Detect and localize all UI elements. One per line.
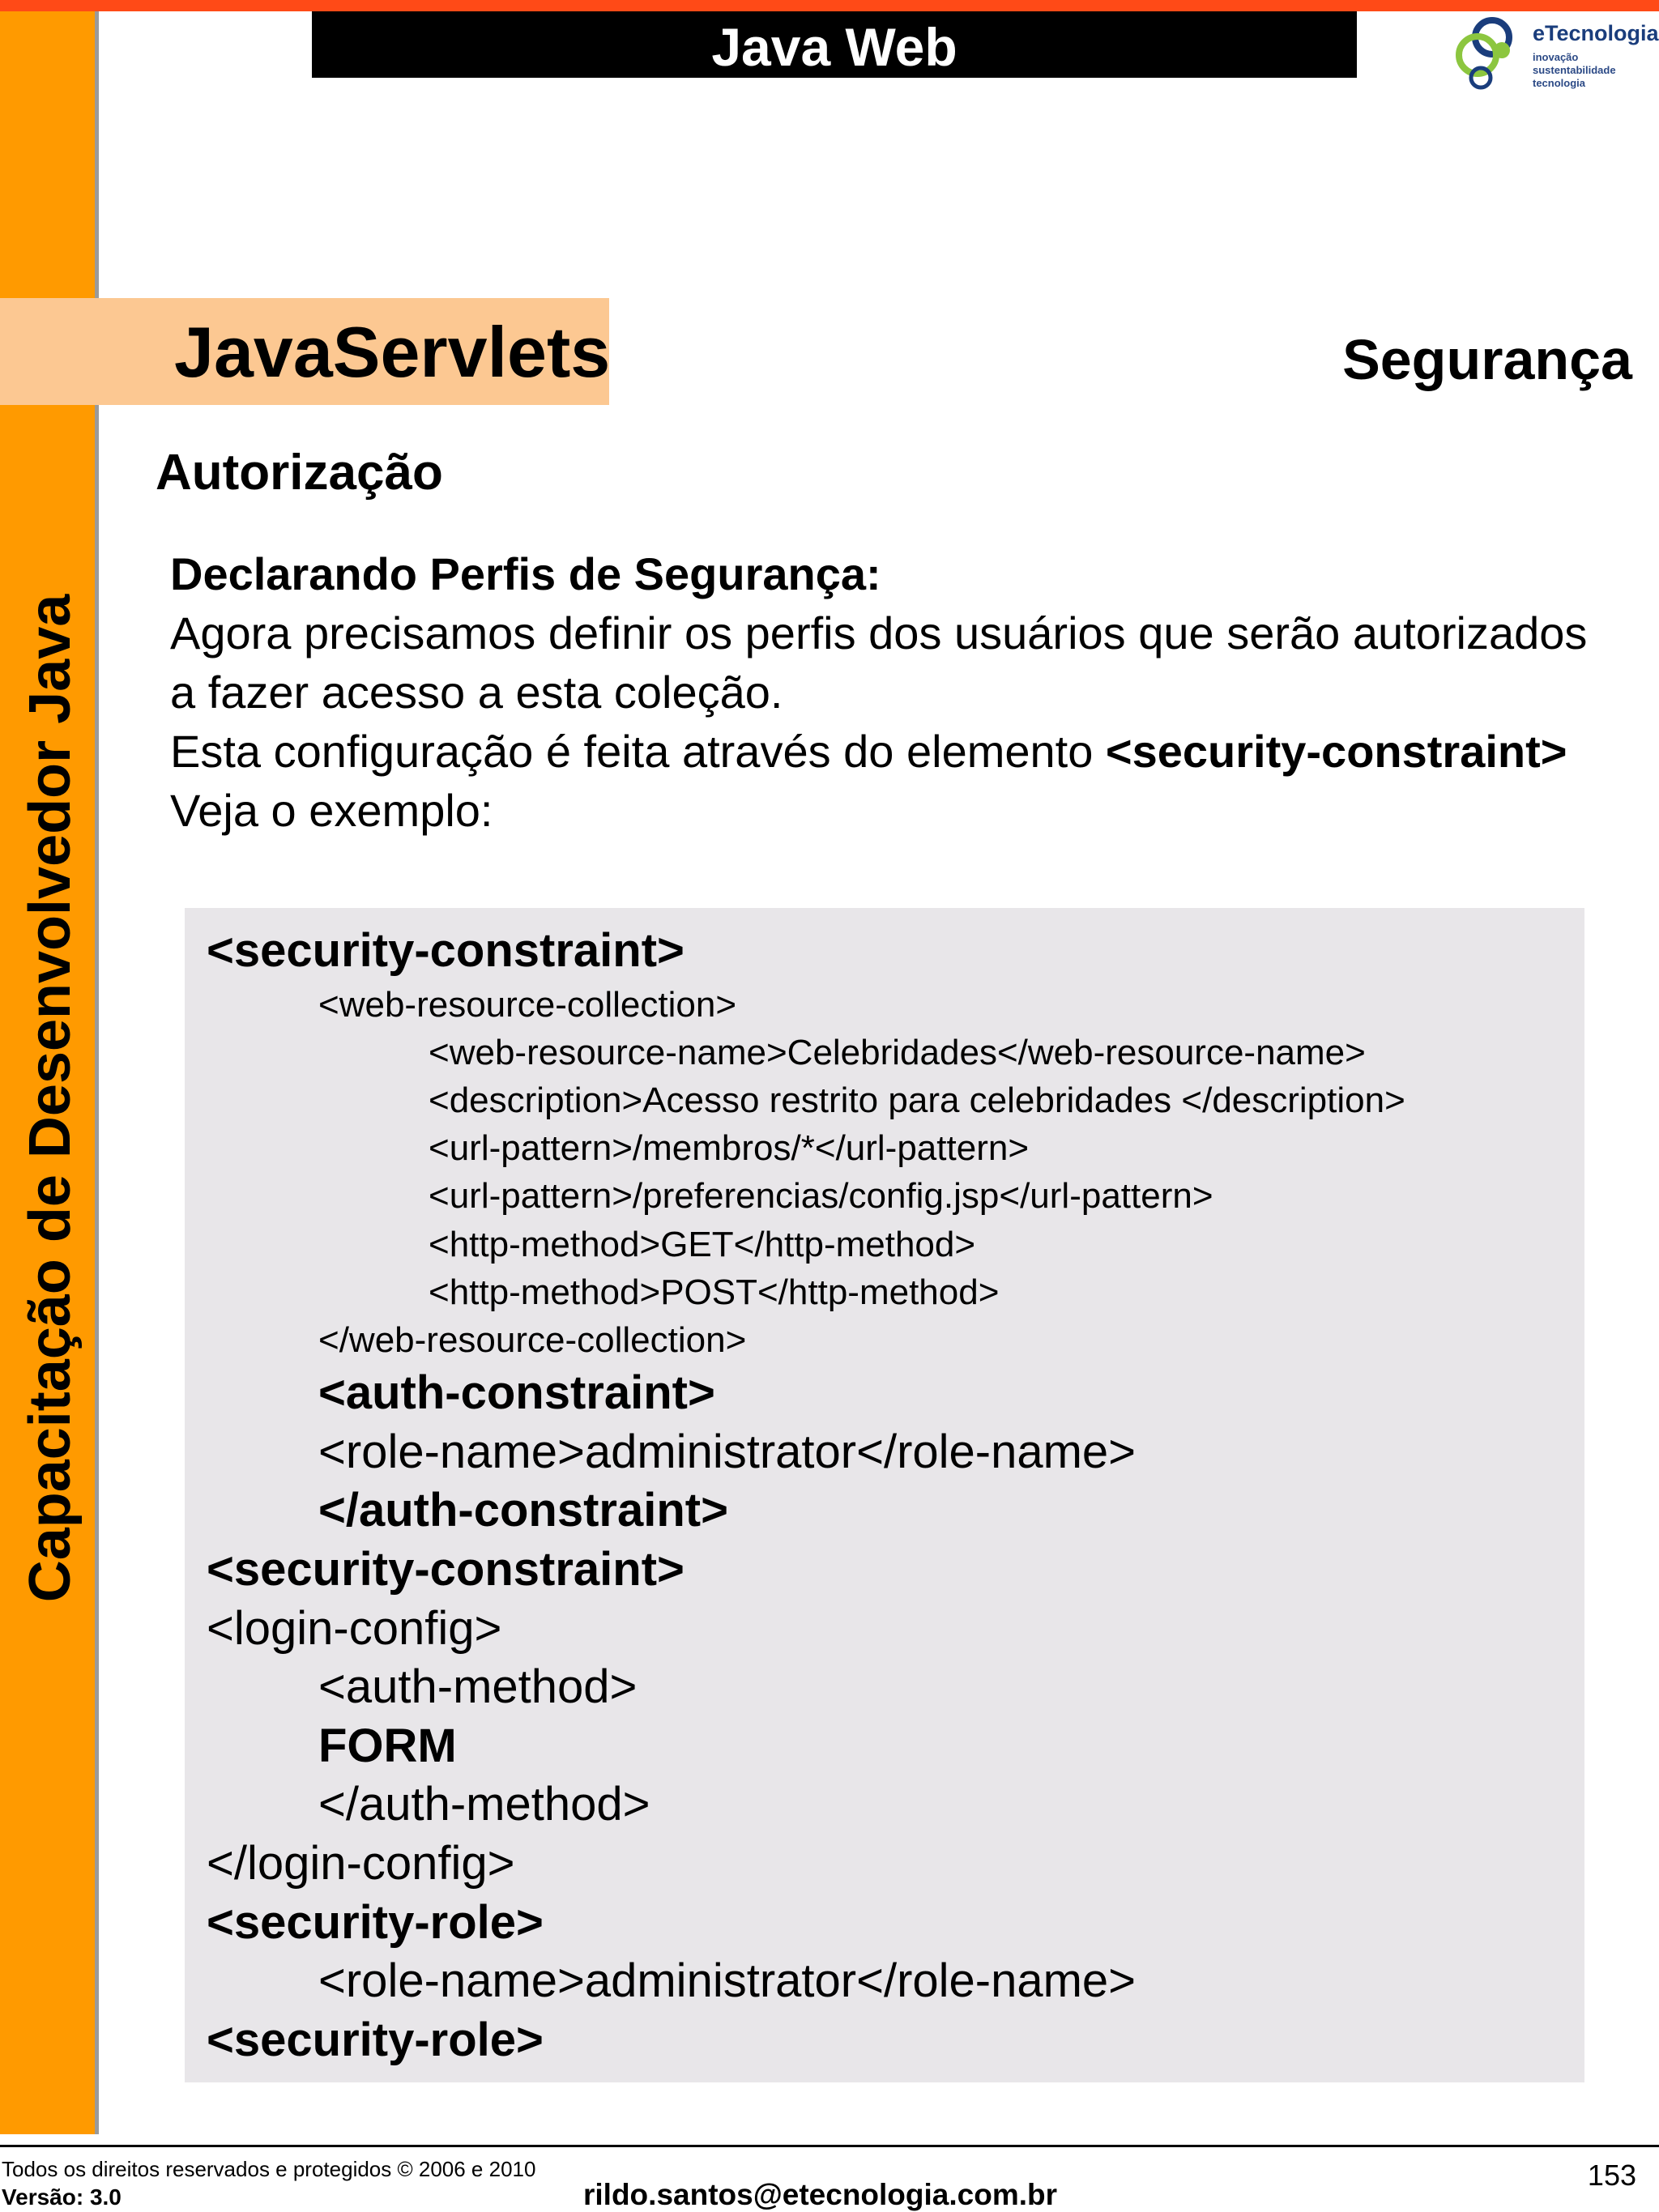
code-line: <auth-constraint> bbox=[318, 1366, 715, 1420]
body-paragraph-2-tag: <security-constraint> bbox=[1105, 726, 1567, 777]
code-line: <url-pattern>/preferencias/config.jsp</url-pattern> bbox=[429, 1176, 1213, 1217]
code-line: <url-pattern>/membros/*</url-pattern> bbox=[429, 1128, 1030, 1169]
body-paragraph-1: Agora precisamos definir os perfis dos usuários que serão autorizados a fazer acesso a esta coleção. bbox=[170, 607, 1588, 718]
topic-title: Segurança bbox=[1342, 328, 1632, 391]
top-accent-bar bbox=[0, 0, 1659, 11]
code-line: <security-constraint> bbox=[207, 1543, 684, 1596]
logo-tagline-3: tecnologia bbox=[1533, 77, 1586, 89]
code-line: </login-config> bbox=[207, 1836, 515, 1890]
header-title: Java Web bbox=[312, 11, 1357, 78]
section-title: JavaServlets bbox=[174, 312, 611, 392]
body-paragraph-2-text: Esta configuração é feita através do elemento bbox=[170, 726, 1106, 777]
code-line: <web-resource-name>Celebridades</web-resource-name> bbox=[429, 1032, 1366, 1072]
code-line: <role-name>administrator</role-name> bbox=[318, 1954, 1137, 2008]
code-line: FORM bbox=[318, 1719, 457, 1772]
etecnologia-rings-logo-icon bbox=[1450, 15, 1531, 96]
code-line: <security-role> bbox=[207, 2013, 544, 2066]
logo-name: eTecnologia bbox=[1533, 21, 1659, 45]
code-line: <security-role> bbox=[207, 1895, 544, 1949]
code-line: <role-name>administrator</role-name> bbox=[318, 1425, 1137, 1478]
code-line: <http-method>GET</http-method> bbox=[429, 1224, 976, 1264]
sidebar-title: Capacitação de Desenvolvedor Java bbox=[18, 594, 83, 1603]
footer-version: Versão: 3.0 bbox=[2, 2184, 122, 2210]
code-example bbox=[207, 922, 1584, 2069]
code-line: <security-constraint> bbox=[207, 924, 684, 977]
code-line: </auth-constraint> bbox=[318, 1484, 728, 1537]
code-line: </auth-method> bbox=[318, 1778, 650, 1831]
body-heading: Declarando Perfis de Segurança: bbox=[170, 548, 881, 599]
body-paragraph-3: Veja o exemplo: bbox=[170, 785, 493, 836]
code-line: <http-method>POST</http-method> bbox=[429, 1272, 1000, 1312]
code-line: </web-resource-collection> bbox=[318, 1320, 747, 1361]
page-number: 153 bbox=[1587, 2159, 1636, 2192]
body-paragraph-2 bbox=[170, 722, 1596, 781]
code-line: <login-config> bbox=[207, 1601, 502, 1655]
footer-email: rildo.santos@etecnologia.com.br bbox=[583, 2178, 1058, 2211]
code-line: <auth-method> bbox=[318, 1660, 638, 1714]
logo-tagline-2: sustentabilidade bbox=[1533, 64, 1616, 76]
footer-divider bbox=[0, 2145, 1659, 2147]
footer-copyright: Todos os direitos reservados e protegidos © 2006 e 2010 bbox=[2, 2157, 536, 2181]
logo-tagline-1: inovação bbox=[1533, 51, 1579, 63]
code-line: <web-resource-collection> bbox=[318, 984, 737, 1025]
code-line: <description>Acesso restrito para celebridades </description> bbox=[429, 1080, 1405, 1120]
etecnologia-logo bbox=[1450, 15, 1659, 96]
subsection-title: Autorização bbox=[156, 445, 443, 501]
body-text bbox=[170, 544, 1596, 840]
